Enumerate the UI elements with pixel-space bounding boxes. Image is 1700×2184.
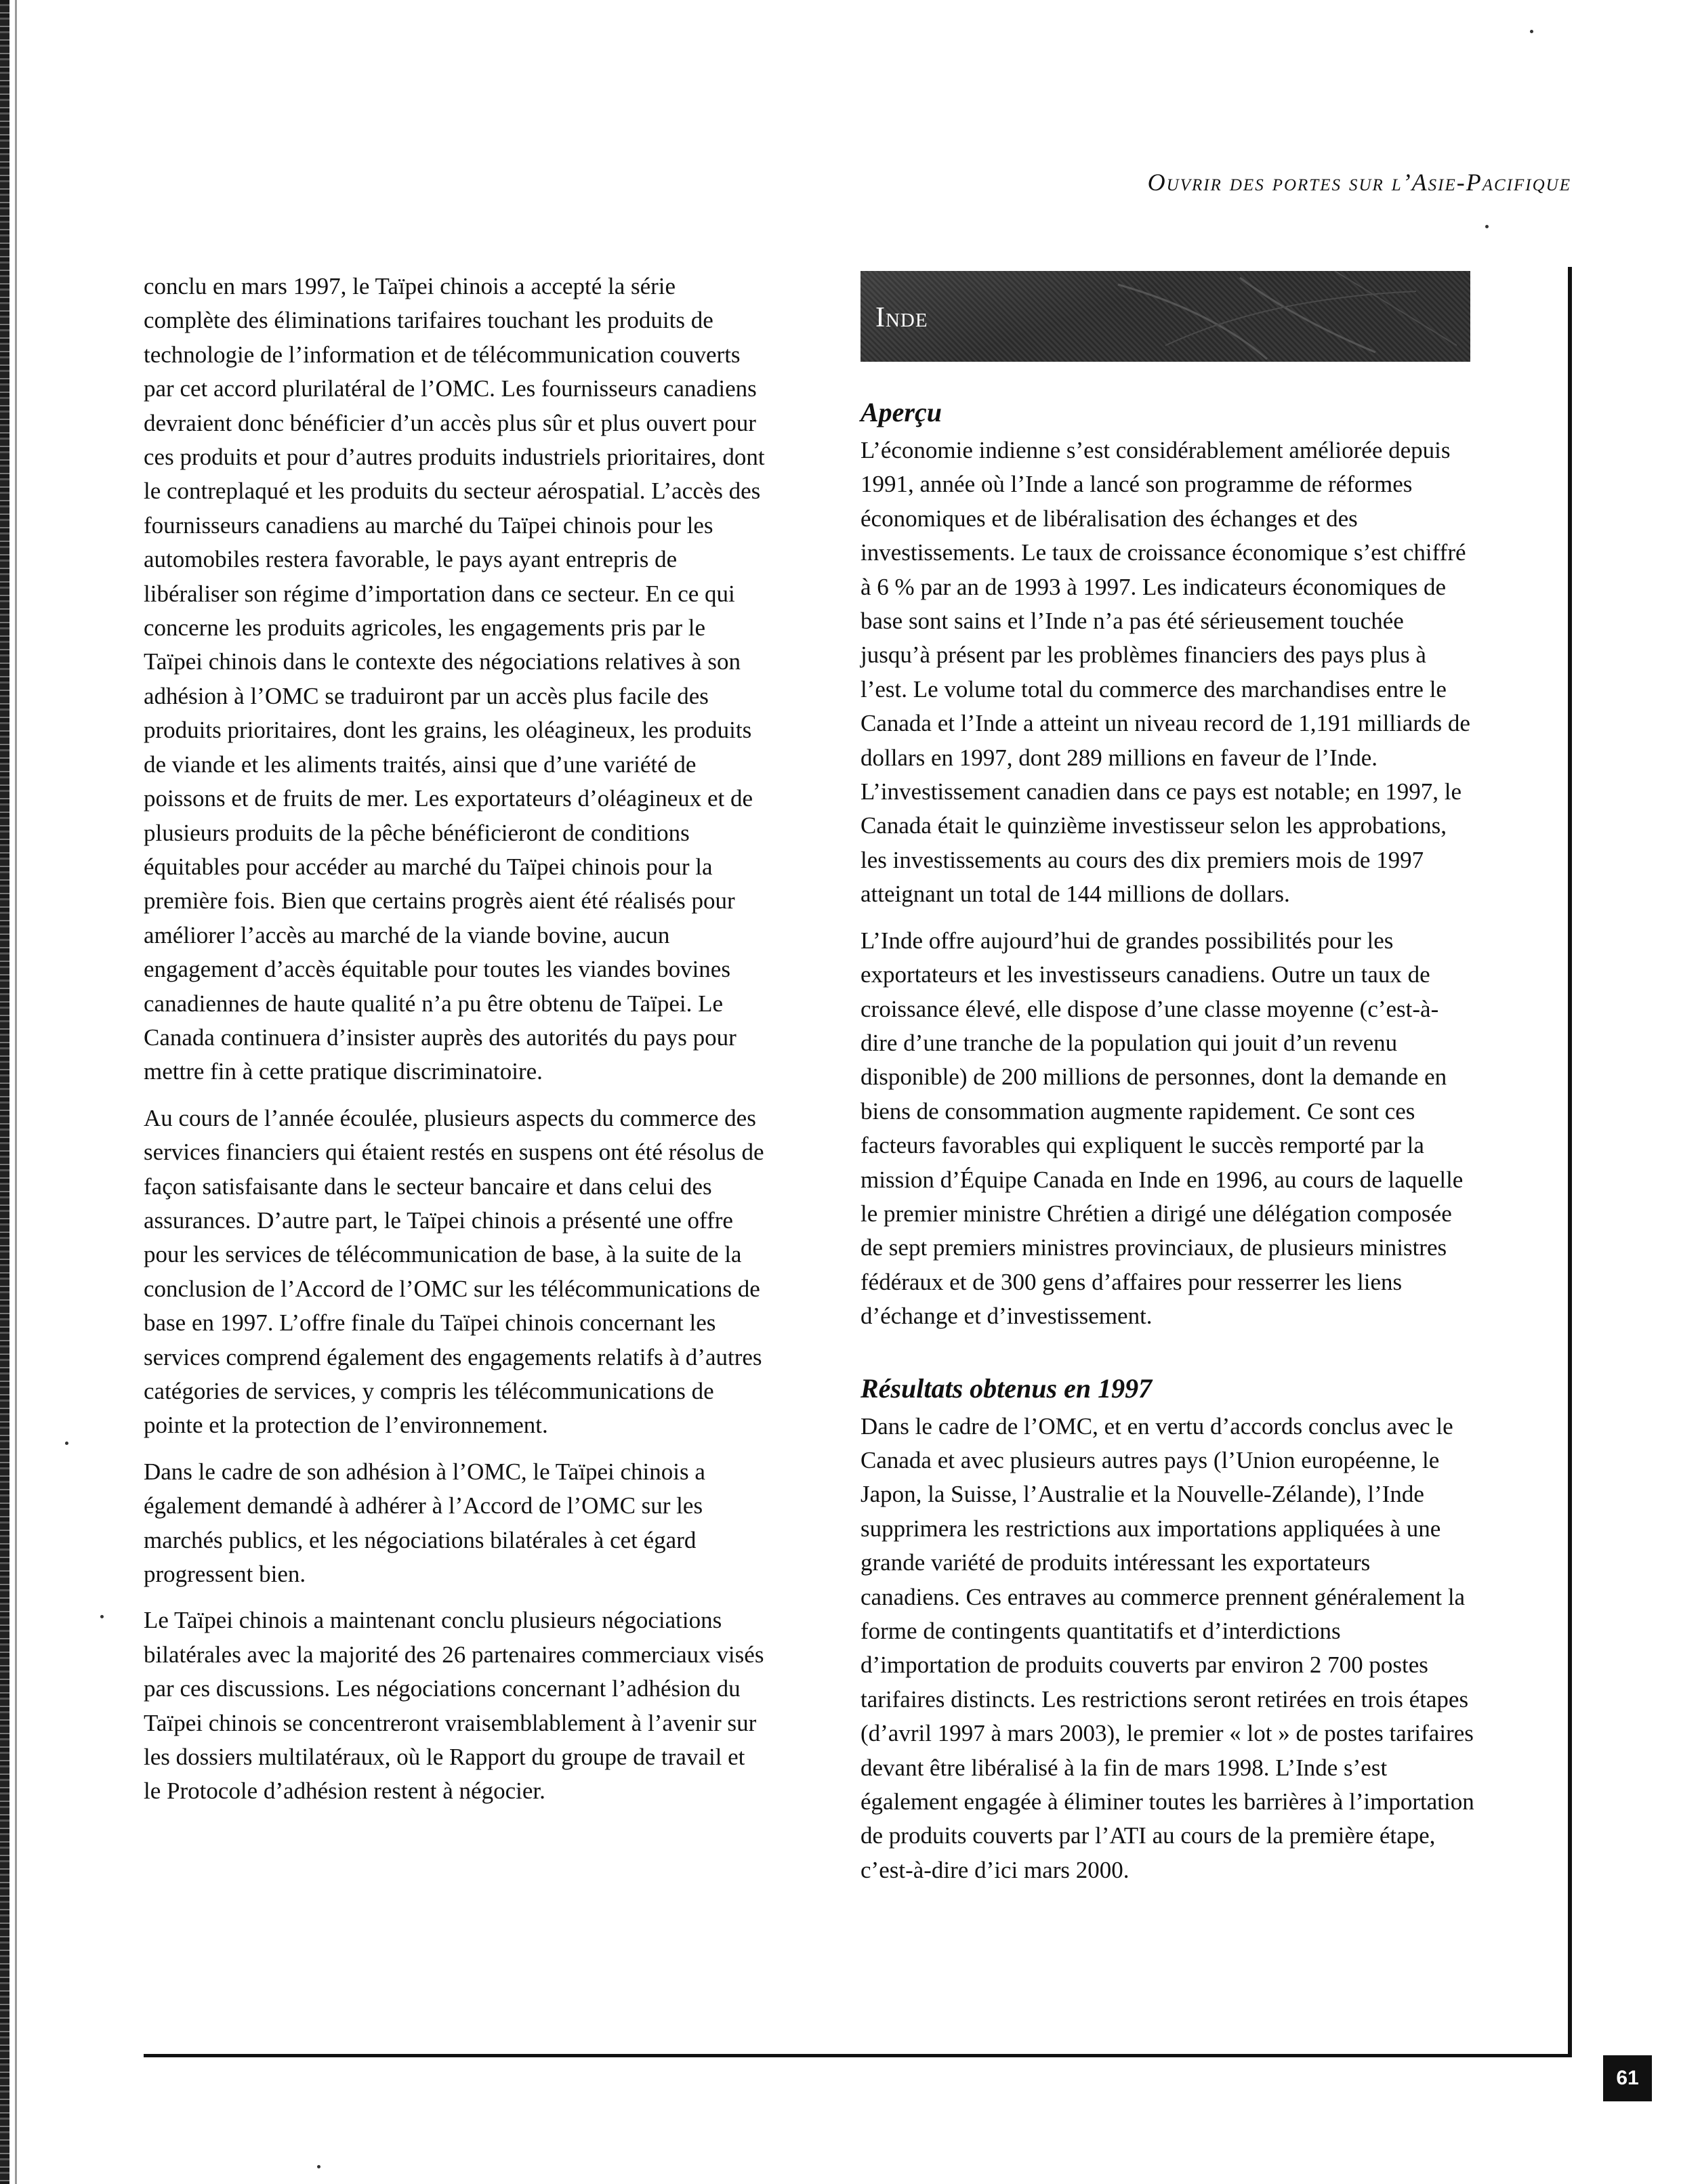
section-heading-results-1997: Résultats obtenus en 1997 (861, 1372, 1153, 1404)
right-vertical-rule (1568, 267, 1572, 2055)
left-paragraph-2: Au cours de l’année écoulée, plusieurs aspects du commerce des services financiers qui étaient restés en suspens ont été résolus de façon satisfaisante dans le secteur bancaire et dans celui des assurances. D’autre part, le Taïpei chinois a présenté une offre pour les services de télécommunication de base, à la suite de la conclusion de l’Accord de l’OMC sur les télécommunications de base en 1997. L’offre finale du Taïpei chinois concernant les services comprend également des engagements relatifs à d’autres catégories de services, y compris les télécommunications de pointe et la protection de l’environnement. (144, 1104, 764, 1439)
country-banner (861, 271, 1470, 362)
bottom-horizontal-rule (144, 2054, 1572, 2057)
left-paragraph-1: conclu en mars 1997, le Taïpei chinois a accepté la série complète des éliminations tarifaires touchant les produits de technologie de l’information et de télécommunication couverts par cet accord plurilatéral de l’OMC. Les fournisseurs canadiens devraient donc bénéficier d’un accès plus sûr et plus ouvert pour ces produits et pour d’autres produits industriels prioritaires, dont le contreplaqué et les produits du secteur aérospatial. L’accès des fournisseurs canadiens au marché du Taïpei chinois pour les automobiles restera favorable, le pays ayant entrepris de libéraliser son régime d’importation dans ce secteur. En ce qui concerne les produits agricoles, les engagements pris par le Taïpei chinois dans le contexte des négociations relatives à son adhésion à l’OMC se traduiront par un accès plus facile des produits prioritaires, dont les grains, les oléagineux, les produits de viande et les aliments traités, ainsi que d’une variété de poissons et de fruits de mer. Les exportateurs d’oléagineux et de plusieurs produits de la pêche bénéficieront de conditions équitables pour accéder au marché du Taïpei chinois pour la première fois. Bien que certains progrès aient été réalisés pour améliorer l’accès au marché de la viande bovine, aucun engagement d’accès équitable pour toutes les viandes bovines canadiennes de haute qualité n’a pu être obtenu de Taïpei. Le Canada continuera d’insister auprès des autorités du pays pour mettre fin à cette pratique discriminatoire. (144, 273, 765, 1085)
left-paragraph-3: Dans le cadre de son adhésion à l’OMC, le Taïpei chinois a également demandé à adhérer à l’Accord de l’OMC sur les marchés publics, et les négociations bilatérales à cet égard progressent bien. (144, 1458, 705, 1588)
scan-speck (100, 1615, 104, 1618)
section-heading-overview: Aperçu (861, 397, 942, 427)
scan-binding-line (15, 0, 17, 2184)
left-column (144, 270, 767, 1821)
page-number: 61 (1603, 2055, 1652, 2101)
scan-speck (65, 1442, 68, 1445)
left-paragraph-4: Le Taïpei chinois a maintenant conclu plusieurs négociations bilatérales avec la majorité des 26 partenaires commerciaux visés par ces discussions. Les négociations concernant l’adhésion du Taïpei chinois se concentreront vraisemblablement à l’avenir sur les dossiers multilatéraux, où le Rapport du groupe de travail et le Protocole d’adhésion restent à négocier. (144, 1607, 764, 1805)
scan-speck (317, 2165, 320, 2168)
results-paragraph-1: Dans le cadre de l’OMC, et en vertu d’accords conclus avec le Canada et avec plusieurs autres pays (l’Union européenne, le Japon, la Suisse, l’Australie et la Nouvelle-Zélande), l’Inde supprimera les restrictions aux importations appliquées à une grande variété de produits intéressant les exportateurs canadiens. Ces entraves au commerce prennent généralement la forme de contingents quantitatifs et d’interdictions d’importation de produits couverts par environ 2 700 postes tarifaires distincts. Les restrictions seront retirées en trois étapes (d’avril 1997 à mars 2003), le premier « lot » de postes tarifaires devant être libéralisé à la fin de mars 1998. L’Inde s’est également engagée à éliminer toutes les barrières à l’importation de produits couverts par l’ATI au cours de la première étape, c’est-à-dire d’ici mars 2000. (861, 1412, 1474, 1883)
banner-texture-graphic (861, 271, 1470, 362)
overview-paragraph-2: L’Inde offre aujourd’hui de grandes possibilités pour les exportateurs et les investisseurs canadiens. Outre un taux de croissance élevé, elle dispose d’une classe moyenne (c’est-à-dire d’une tranche de la population qui jouit d’un revenu disponible) de 200 millions de personnes, dont la demande en biens de consommation augmente rapidement. Ce sont ces facteurs favorables qui expliquent le succès remporté par la mission d’Équipe Canada en Inde en 1996, au cours de laquelle le premier ministre Chrétien a dirigé une délégation composée de sept premiers ministres provinciaux, de plusieurs ministres fédéraux et de 300 gens d’affaires pour resserrer les liens d’échange et d’investissement. (861, 927, 1464, 1330)
right-column (861, 271, 1474, 1899)
running-header: Ouvrir des portes sur l’Asie-Pacifique (1147, 169, 1571, 196)
banner-title: Inde (875, 302, 928, 333)
scan-binding-edge (0, 0, 9, 2184)
overview-paragraph-1: L’économie indienne s’est considérablement améliorée depuis 1991, année où l’Inde a lancé son programme de réformes économiques et de libéralisation des échanges et des investissements. Le taux de croissance économique s’est chiffré à 6 % par an de 1993 à 1997. Les indicateurs économiques de base sont sains et l’Inde n’a pas été sérieusement touchée jusqu’à présent par les problèmes financiers des pays plus à l’est. Le volume total du commerce des marchandises entre le Canada et l’Inde a atteint un niveau record de 1,191 milliards de dollars en 1997, dont 289 millions en faveur de l’Inde. L’investissement canadien dans ce pays est notable; en 1997, le Canada était le quinzième investisseur selon les approbations, les investissements au cours des dix premiers mois de 1997 atteignant un total de 144 millions de dollars. (861, 437, 1470, 908)
scan-speck (1530, 30, 1533, 33)
scan-speck (1485, 225, 1489, 228)
